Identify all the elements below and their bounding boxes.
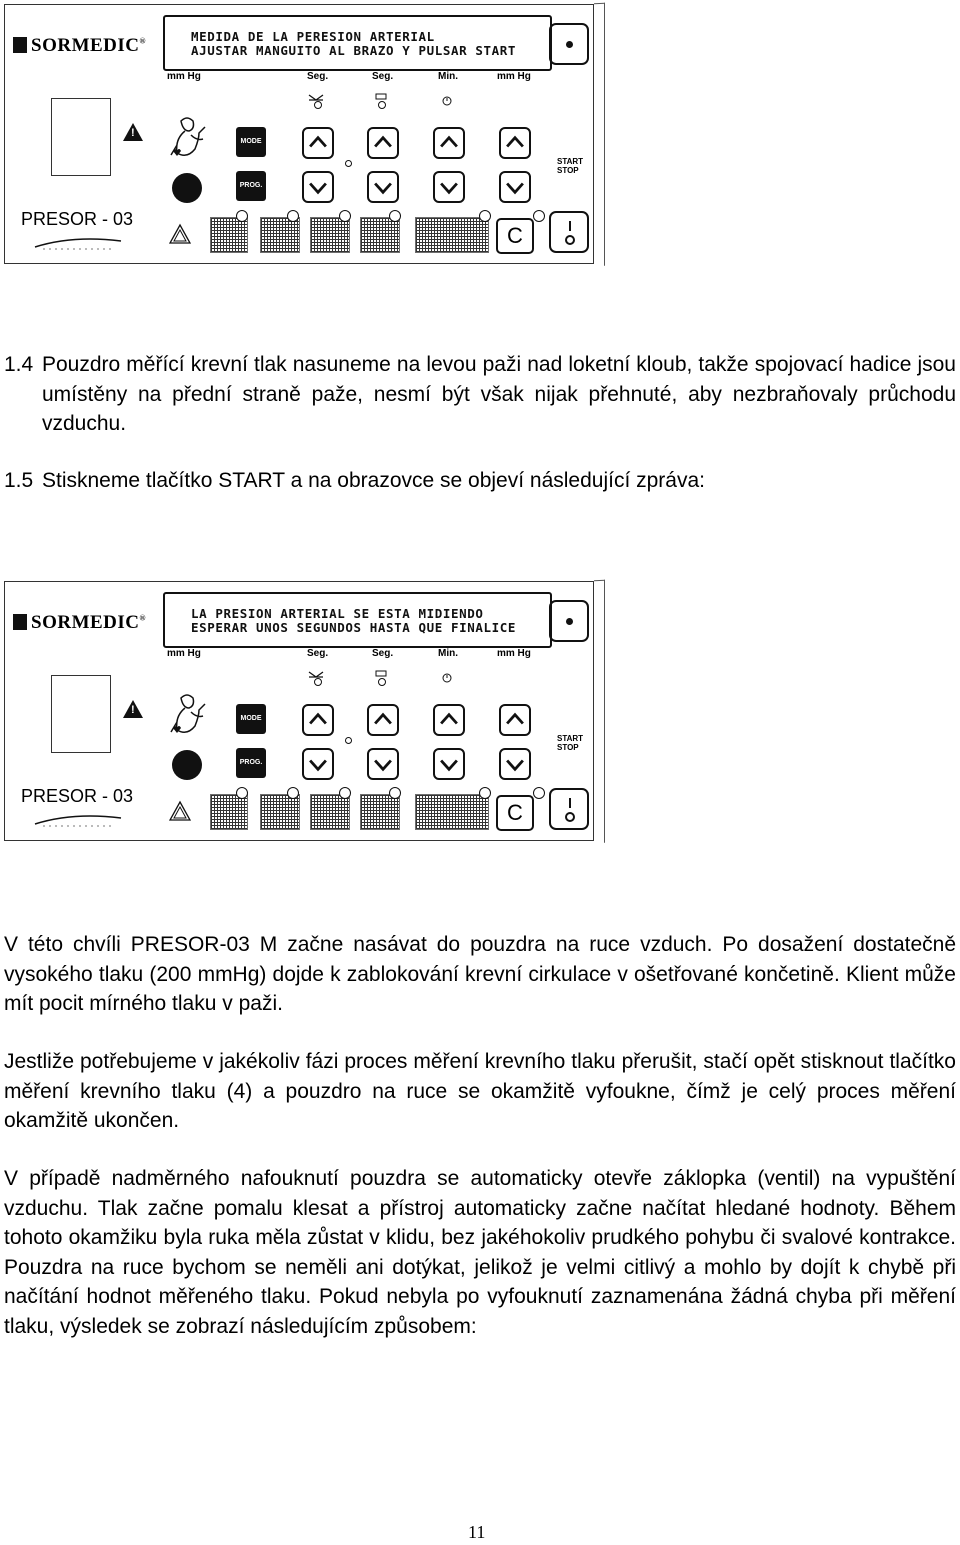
chevron-up-icon <box>435 129 463 157</box>
digit-display <box>310 217 350 253</box>
chevron-down-icon <box>501 173 529 201</box>
chevron-up-icon <box>435 706 463 734</box>
led-dot <box>345 160 352 167</box>
brand-mark-icon <box>13 37 27 53</box>
clear-button[interactable]: C <box>496 795 534 831</box>
bp-measure-button[interactable] <box>172 750 202 780</box>
down-arrow-button[interactable] <box>367 171 399 203</box>
item-text: Pouzdro měřící krevní tlak nasuneme na levou paži nad loketní kloub, takže spojovací hadice jsou umístěny na přední straně paže, nesmí být však nijak přehnuté, aby nezbraňovaly průchodu vzduchu. <box>42 353 956 435</box>
chevron-up-icon <box>369 129 397 157</box>
item-text: Stiskneme tlačítko START a na obrazovce se objeví následující zpráva: <box>42 469 705 492</box>
up-arrow-button[interactable] <box>499 704 531 736</box>
power-off-icon <box>565 235 575 245</box>
indicator-led <box>339 210 351 222</box>
up-arrow-button[interactable] <box>367 704 399 736</box>
digit-display <box>360 217 400 253</box>
down-arrow-button[interactable] <box>499 171 531 203</box>
screen-window <box>51 98 111 176</box>
bp-measure-button[interactable] <box>172 173 202 203</box>
digit-display <box>260 217 300 253</box>
prog-button[interactable]: PROG. <box>236 748 266 778</box>
indicator-led <box>287 210 299 222</box>
indicator-led <box>339 787 351 799</box>
registered-mark: ® <box>139 613 146 623</box>
paragraph: V případě nadměrného nafouknutí pouzdra se automaticky otevře záklopka (ventil) na vypuštění vzduchu. Tlak začne pomalu klesat a přístroj automaticky začne načítat hledané hodnoty. Během tohoto okamžiku byla ruka měla zůstat v klidu, bez jakéhokoliv prudkého pohybu či svalové kontrakce. Pouzdra na ruce bychom se neměli ani dotýkat, jelikož je velmi citlivý a mohlo by dojít k chybě při načítání hodnot měřeného tlaku. Pokud nebyla po vyfouknutí zaznamenána žádná chyba při měření tlaku, výsledek se zobrazí následujícím způsobem: <box>4 1167 956 1338</box>
blood-pressure-person-icon <box>167 115 211 175</box>
indicator-led <box>236 787 248 799</box>
chevron-up-icon <box>304 129 332 157</box>
up-arrow-button[interactable] <box>433 127 465 159</box>
down-arrow-button[interactable] <box>302 171 334 203</box>
paragraph: Jestliže potřebujeme v jakékoliv fázi proces měření krevního tlaku přerušit, stačí opět stisknout tlačítko měření krevního tlaku (4) a pouzdro na ruce se okamžitě vyfoukne, čímž je celý proces měření okamžitě ukončen. <box>4 1050 956 1132</box>
up-arrow-button[interactable] <box>367 127 399 159</box>
inflate-timer-icon <box>307 91 325 111</box>
chevron-up-icon <box>369 706 397 734</box>
unit-label: Seg. <box>307 648 329 659</box>
unit-label: Seg. <box>372 71 394 82</box>
down-arrow-button[interactable] <box>433 171 465 203</box>
screen-window <box>51 675 111 753</box>
power-on-icon <box>569 221 571 231</box>
chevron-down-icon <box>435 750 463 778</box>
item-number: 1.4 <box>4 353 34 376</box>
device-panel-2 <box>4 581 594 841</box>
brand-mark-icon <box>13 614 27 630</box>
start-stop-label <box>557 734 583 752</box>
power-off-icon <box>565 812 575 822</box>
unit-label: Seg. <box>307 71 329 82</box>
deflate-timer-icon <box>373 91 391 111</box>
model-name: PRESOR - 03 <box>21 209 134 229</box>
indicator-led <box>236 210 248 222</box>
lcd-display <box>163 15 552 71</box>
indicator-led <box>389 210 401 222</box>
start-stop-button[interactable] <box>549 23 589 65</box>
brand-logo <box>13 35 146 57</box>
digit-display <box>360 794 400 830</box>
lcd-line-2: ESPERAR UNOS SEGUNDOS HASTA QUE FINALICE <box>191 620 517 635</box>
stop-label: STOP <box>557 166 579 175</box>
start-label: START <box>557 734 584 743</box>
unit-label: mm Hg <box>167 71 201 82</box>
brand-name: SORMEDIC <box>31 35 140 56</box>
stop-label: STOP <box>557 743 579 752</box>
panel-edge <box>594 580 605 844</box>
lcd-line-1: LA PRESION ARTERIAL SE ESTA MIDIENDO <box>191 606 484 621</box>
chevron-down-icon <box>304 750 332 778</box>
indicator-led <box>389 787 401 799</box>
up-arrow-button[interactable] <box>302 127 334 159</box>
deflate-timer-icon <box>373 668 391 688</box>
start-stop-label <box>557 157 583 175</box>
up-arrow-button[interactable] <box>302 704 334 736</box>
inflate-timer-icon <box>307 668 325 688</box>
start-label: START <box>557 157 584 166</box>
warning-icon <box>123 700 143 718</box>
registered-mark: ® <box>139 36 146 46</box>
chevron-up-icon <box>501 129 529 157</box>
indicator-led <box>287 787 299 799</box>
swoosh-logo-icon <box>33 814 123 828</box>
digit-display <box>260 794 300 830</box>
mode-button[interactable]: MODE <box>236 127 266 157</box>
digit-display <box>210 794 248 830</box>
unit-label: mm Hg <box>497 71 531 82</box>
digit-display <box>415 217 489 253</box>
indicator-led <box>479 210 491 222</box>
power-switch[interactable] <box>549 788 589 830</box>
up-arrow-button[interactable] <box>499 127 531 159</box>
lcd-line-1: MEDIDA DE LA PERESION ARTERIAL <box>191 29 435 44</box>
start-stop-button[interactable] <box>549 600 589 642</box>
lcd-line-2: AJUSTAR MANGUITO AL BRAZO Y PULSAR START <box>191 43 517 58</box>
brand-logo <box>13 612 146 634</box>
clock-icon <box>439 668 457 688</box>
alarm-triangle-icon <box>169 223 191 245</box>
warning-icon <box>123 123 143 141</box>
digit-display <box>210 217 248 253</box>
chevron-down-icon <box>369 173 397 201</box>
device-panel-1 <box>4 4 594 264</box>
down-arrow-button[interactable] <box>302 748 334 780</box>
indicator-led <box>533 787 545 799</box>
chevron-down-icon <box>501 750 529 778</box>
alarm-triangle-icon <box>169 800 191 822</box>
mode-button[interactable]: MODE <box>236 704 266 734</box>
power-on-icon <box>569 798 571 808</box>
swoosh-logo-icon <box>33 237 123 251</box>
dot-icon <box>566 41 573 48</box>
prog-button[interactable]: PROG. <box>236 171 266 201</box>
clock-icon <box>439 91 457 111</box>
digit-display <box>310 794 350 830</box>
chevron-down-icon <box>435 173 463 201</box>
power-switch[interactable] <box>549 211 589 253</box>
unit-label: mm Hg <box>167 648 201 659</box>
clear-button[interactable]: C <box>496 218 534 254</box>
led-dot <box>345 737 352 744</box>
chevron-down-icon <box>369 750 397 778</box>
indicator-led <box>479 787 491 799</box>
lcd-display <box>163 592 552 648</box>
model-name: PRESOR - 03 <box>21 786 134 806</box>
page-number: 11 <box>468 1522 486 1542</box>
down-arrow-button[interactable] <box>433 748 465 780</box>
unit-label: Min. <box>438 71 458 82</box>
unit-label: Seg. <box>372 648 394 659</box>
unit-label: mm Hg <box>497 648 531 659</box>
indicator-led <box>533 210 545 222</box>
dot-icon <box>566 618 573 625</box>
panel-edge <box>594 3 605 267</box>
chevron-up-icon <box>304 706 332 734</box>
chevron-down-icon <box>304 173 332 201</box>
up-arrow-button[interactable] <box>433 704 465 736</box>
chevron-up-icon <box>501 706 529 734</box>
digit-display <box>415 794 489 830</box>
brand-name: SORMEDIC <box>31 612 140 633</box>
paragraph: V této chvíli PRESOR-03 M začne nasávat do pouzdra na ruce vzduch. Po dosažení dostatečně vysokého tlaku (200 mmHg) dojde k zablokování krevní cirkulace v ošetřované končetině. Klient může mít pocit mírného tlaku v paži. <box>4 933 956 1015</box>
down-arrow-button[interactable] <box>499 748 531 780</box>
unit-label: Min. <box>438 648 458 659</box>
down-arrow-button[interactable] <box>367 748 399 780</box>
item-number: 1.5 <box>4 469 34 492</box>
blood-pressure-person-icon <box>167 692 211 752</box>
